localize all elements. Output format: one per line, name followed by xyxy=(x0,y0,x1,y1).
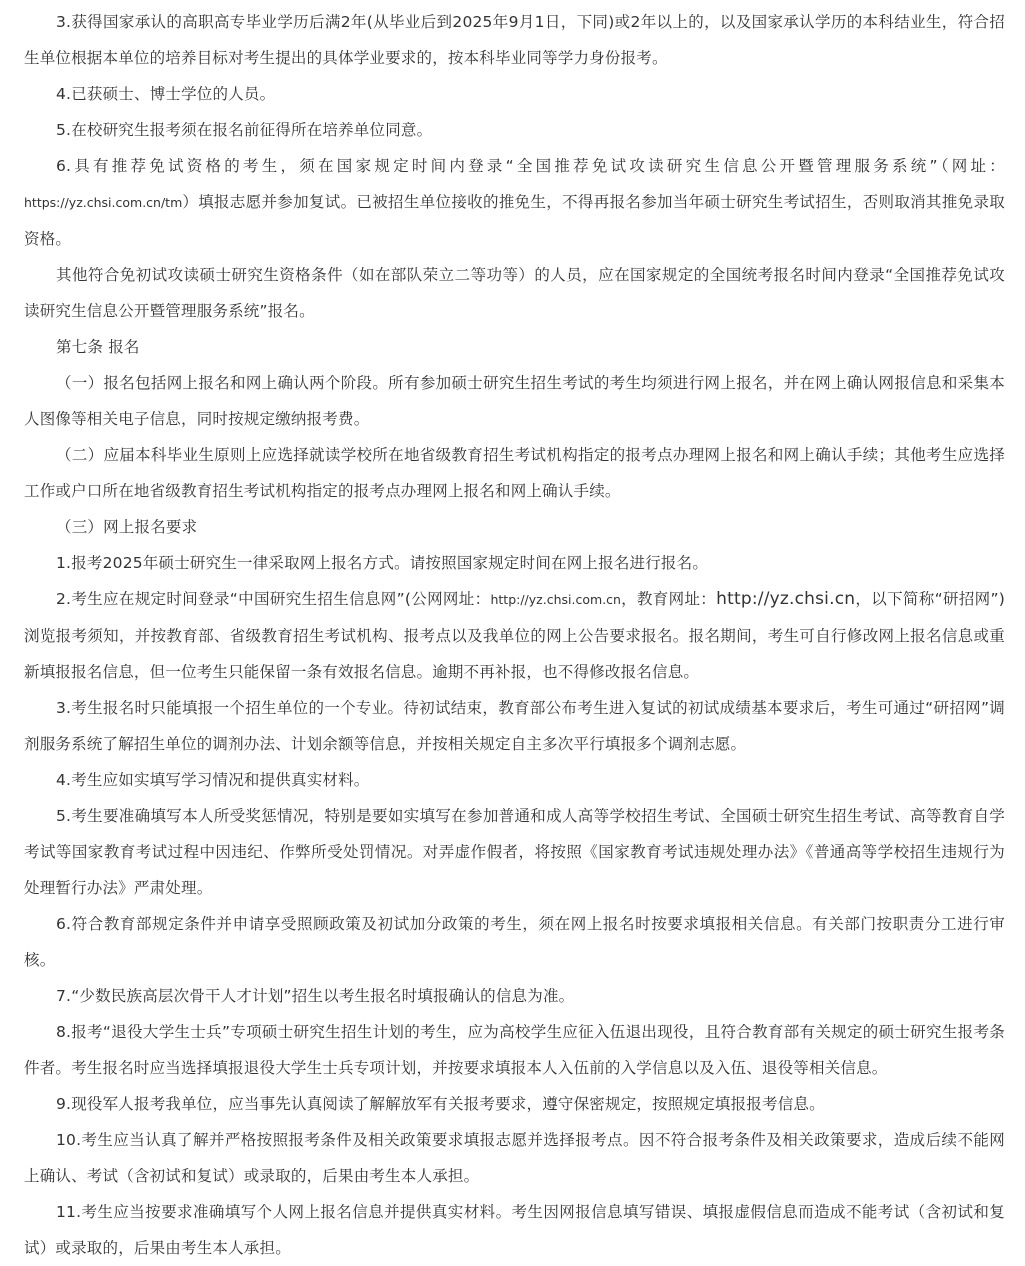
requirement-item-4: 4.考生应如实填写学习情况和提供真实材料。 xyxy=(56,771,370,789)
requirement-item-7: 7.“少数民族高层次骨干人才计划”招生以考生报名时填报确认的信息为准。 xyxy=(56,987,575,1005)
requirement-item-1: 1.报考2025年硕士研究生一律采取网上报名方式。请按照国家规定时间在网上报名进行报名。 xyxy=(56,554,709,572)
paragraph-item-6 xyxy=(24,148,1005,257)
requirement-item-2-text-1: 2.考生应在规定时间登录“中国研究生招生信息网”(公网网址： xyxy=(56,590,491,608)
requirement-item-9: 9.现役军人报考我单位，应当事先认真阅读了解解放军有关报考要求，遵守保密规定，按照规定填报报考信息。 xyxy=(56,1095,825,1113)
tm-system-url: https://yz.chsi.com.cn/tm xyxy=(24,195,183,210)
requirement-item-2-text-3: ，以下简称“研招网”)浏览报考须知，并按教育部、省级教育招生考试机构、报考点以及我单位的网上公告要求报名。报名期间，考生可自行修改网上报名信息或重新填报报名信息，但一位考生只能保留一条有效报名信息。逾期不再补报，也不得修改报名信息。 xyxy=(24,590,1005,681)
education-network-url: http://yz.chsi.cn xyxy=(716,589,856,609)
subheading-online-requirements: （三）网上报名要求 xyxy=(56,518,198,536)
paragraph-registration-stages: （一）报名包括网上报名和网上确认两个阶段。所有参加硕士研究生招生考试的考生均须进行网上报名，并在网上确认网报信息和采集本人图像等相关电子信息，同时按规定缴纳报考费。 xyxy=(24,374,1005,428)
requirement-item-10: 10.考生应当认真了解并严格按照报考条件及相关政策要求填报志愿并选择报考点。因不符合报考条件及相关政策要求，造成后续不能网上确认、考试（含初试和复试）或录取的，后果由考生本人承担。 xyxy=(24,1131,1005,1185)
paragraph-item-5: 5.在校研究生报考须在报名前征得所在培养单位同意。 xyxy=(56,121,433,139)
requirement-item-5: 5.考生要准确填写本人所受奖惩情况，特别是要如实填写在参加普通和成人高等学校招生考试、全国硕士研究生招生考试、高等教育自学考试等国家教育考试过程中因违纪、作弊所受处罚情况。对弄虚作假者，将按照《国家教育考试违规处理办法》《普通高等学校招生违规行为处理暂行办法》严肃处理。 xyxy=(24,807,1005,897)
paragraph-registration-location: （二）应届本科毕业生原则上应选择就读学校所在地省级教育招生考试机构指定的报考点办理网上报名和网上确认手续；其他考生应选择工作或户口所在地省级教育招生考试机构指定的报考点办理网上报名和网上确认手续。 xyxy=(24,446,1005,500)
paragraph-item-6-text-1: 6.具有推荐免试资格的考生，须在国家规定时间内登录“全国推荐免试攻读研究生信息公开暨管理服务系统”（网址： xyxy=(56,157,1005,175)
paragraph-item-6-text-2: ）填报志愿并参加复试。已被招生单位接收的推免生，不得再报名参加当年硕士研究生考试招生，否则取消其推免录取资格。 xyxy=(24,193,1005,248)
paragraph-item-4: 4.已获硕士、博士学位的人员。 xyxy=(56,85,276,103)
section-heading-article-7: 第七条 报名 xyxy=(56,338,140,356)
requirement-item-2-text-2: ，教育网址： xyxy=(620,590,717,608)
paragraph-item-3: 3.获得国家承认的高职高专毕业学历后满2年(从毕业后到2025年9月1日，下同)或2年以上的，以及国家承认学历的本科结业生，符合招生单位根据本单位的培养目标对考生提出的具体学业要求的，按本科毕业同等学力身份报考。 xyxy=(24,13,1005,67)
requirement-item-11: 11.考生应当按要求准确填写个人网上报名信息并提供真实材料。考生因网报信息填写错误、填报虚假信息而造成不能考试（含初试和复试）或录取的，后果由考生本人承担。 xyxy=(24,1203,1005,1257)
requirement-item-8: 8.报考“退役大学生士兵”专项硕士研究生招生计划的考生，应为高校学生应征入伍退出现役，且符合教育部有关规定的硕士研究生报考条件者。考生报名时应当选择填报退役大学生士兵专项计划，并按要求填报本人入伍前的入学信息以及入伍、退役等相关信息。 xyxy=(24,1023,1005,1077)
paragraph-other-exempt: 其他符合免初试攻读硕士研究生资格条件（如在部队荣立二等功等）的人员，应在国家规定的全国统考报名时间内登录“全国推荐免试攻读研究生信息公开暨管理服务系统”报名。 xyxy=(24,266,1005,320)
requirement-item-3: 3.考生报名时只能填报一个招生单位的一个专业。待初试结束，教育部公布考生进入复试的初试成绩基本要求后，考生可通过“研招网”调剂服务系统了解招生单位的调剂办法、计划余额等信息，并按相关规定自主多次平行填报多个调剂志愿。 xyxy=(24,699,1005,753)
requirement-item-2 xyxy=(24,581,1005,690)
public-network-url: http://yz.chsi.com.cn xyxy=(490,592,621,607)
requirement-item-6: 6.符合教育部规定条件并申请享受照顾政策及初试加分政策的考生，须在网上报名时按要求填报相关信息。有关部门按职责分工进行审核。 xyxy=(24,915,1005,969)
